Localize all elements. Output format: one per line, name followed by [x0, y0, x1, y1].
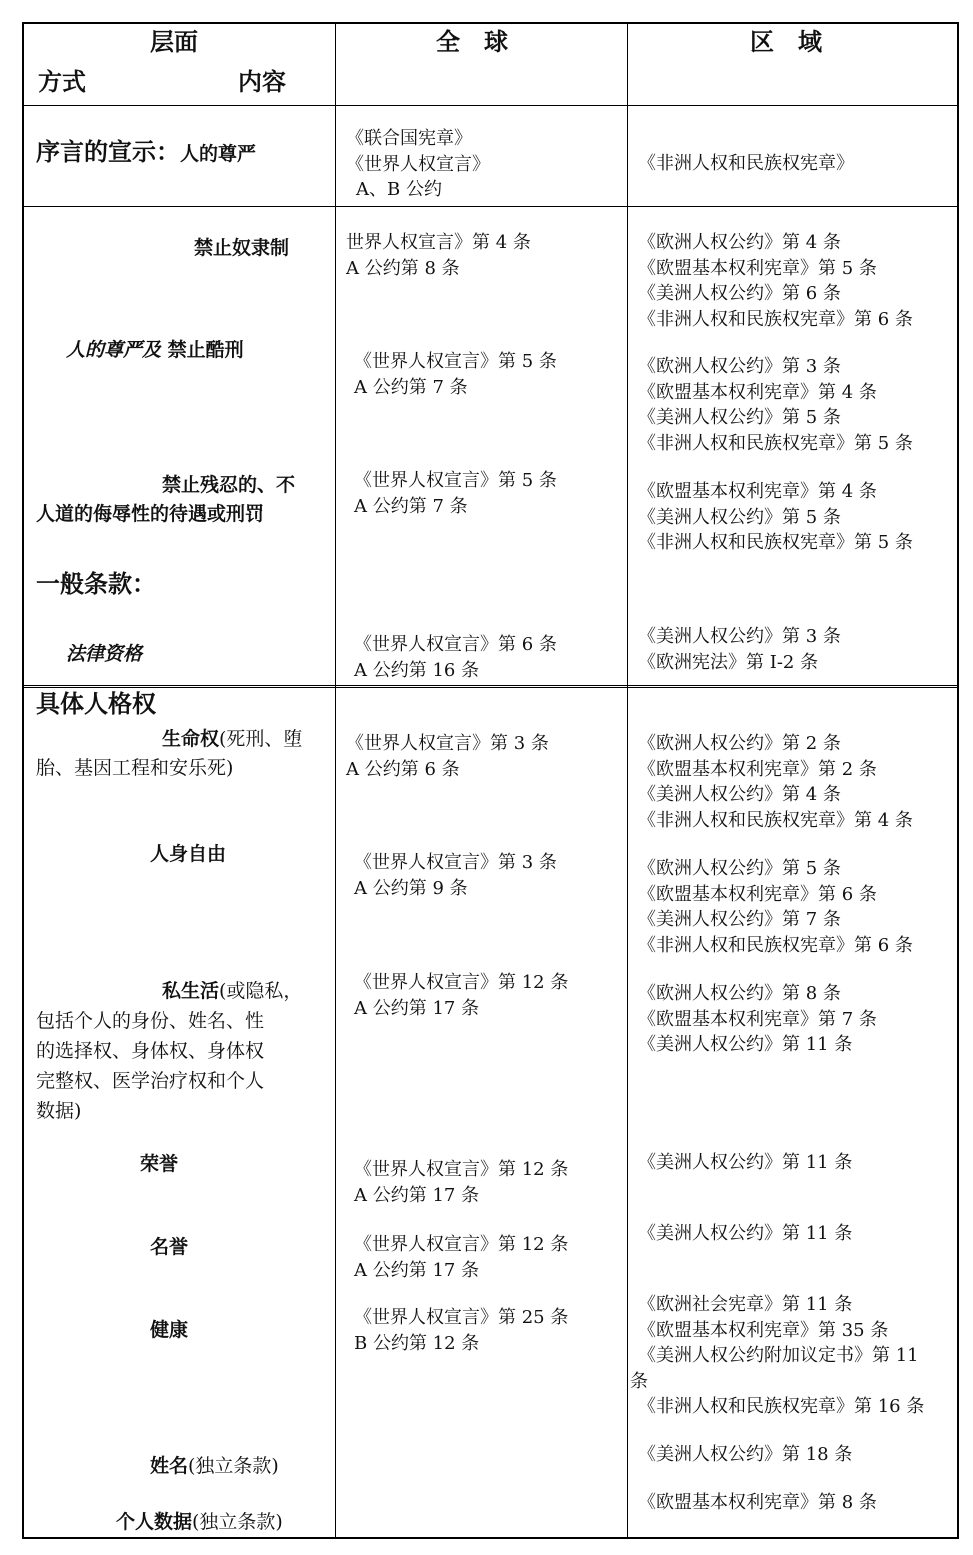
header-regional: 区 域: [750, 28, 822, 56]
reputation-regional: 《美洲人权公约》第 11 条: [638, 1223, 853, 1244]
row-label-general: 一般条款：: [36, 570, 156, 598]
cruel-regional: 《欧盟基本权利宪章》第 4 条 《美洲人权公约》第 5 条 《非洲人权和民族权宪章》第 5 条: [638, 481, 913, 553]
rights-table: [22, 22, 959, 1539]
privacy-regional: 《欧洲人权公约》第 8 条 《欧盟基本权利宪章》第 7 条 《美洲人权公约》第 11 条: [638, 983, 877, 1055]
row-label-honor: 荣誉: [140, 1153, 179, 1175]
liberty-regional: 《欧洲人权公约》第 5 条 《欧盟基本权利宪章》第 6 条 《美洲人权公约》第 7 条 《非洲人权和民族权宪章》第 6 条: [638, 858, 913, 956]
row-label-slavery: 禁止奴隶制: [194, 237, 290, 259]
row-label-reputation: 名誉: [150, 1236, 189, 1258]
row-label-life: 生命权(死刑、堕 胎、基因工程和安乐死): [36, 728, 303, 779]
health-global: 《世界人权宣言》第 25 条 B 公约第 12 条: [354, 1307, 569, 1354]
life-global: 《世界人权宣言》第 3 条 A 公约第 6 条: [346, 733, 549, 780]
row-divider: [24, 206, 957, 207]
section-divider: [24, 685, 957, 688]
preamble-regional: 《非洲人权和民族权宪章》: [638, 153, 854, 174]
liberty-global: 《世界人权宣言》第 3 条 A 公约第 9 条: [354, 852, 557, 899]
slavery-regional: 《欧洲人权公约》第 4 条 《欧盟基本权利宪章》第 5 条 《美洲人权公约》第 6 条 《非洲人权和民族权宪章》第 6 条: [638, 232, 913, 330]
header-content-label: 内容: [238, 68, 286, 96]
personal-data-regional: 《欧盟基本权利宪章》第 8 条: [638, 1492, 877, 1513]
row-label-preamble: 序言的宣示：人的尊严: [36, 138, 257, 166]
honor-regional: 《美洲人权公约》第 11 条: [638, 1152, 853, 1173]
row-label-personal-data: 个人数据(独立条款): [116, 1511, 283, 1533]
torture-regional: 《欧洲人权公约》第 3 条 《欧盟基本权利宪章》第 4 条 《美洲人权公约》第 5 条 《非洲人权和民族权宪章》第 5 条: [638, 356, 913, 454]
slavery-global: 世界人权宣言》第 4 条 A 公约第 8 条: [346, 232, 531, 279]
name-regional: 《美洲人权公约》第 18 条: [638, 1444, 853, 1465]
column-divider: [627, 24, 628, 1537]
legal-capacity-global: 《世界人权宣言》第 6 条 A 公约第 16 条: [354, 634, 557, 681]
row-label-personality: 具体人格权: [36, 690, 156, 718]
header-global: 全 球: [436, 28, 508, 56]
honor-global: 《世界人权宣言》第 12 条 A 公约第 17 条: [354, 1159, 569, 1206]
legal-capacity-regional: 《美洲人权公约》第 3 条 《欧洲宪法》第 I-2 条: [638, 626, 841, 673]
torture-global: 《世界人权宣言》第 5 条 A 公约第 7 条: [354, 351, 557, 398]
row-label-cruel: 禁止残忍的、不 人道的侮辱性的待遇或刑罚: [36, 474, 296, 525]
row-label-torture: 人的尊严及 禁止酷刑: [66, 339, 244, 361]
row-label-name: 姓名(独立条款): [150, 1455, 279, 1477]
cruel-global: 《世界人权宣言》第 5 条 A 公约第 7 条: [354, 470, 557, 517]
privacy-global: 《世界人权宣言》第 12 条 A 公约第 17 条: [354, 972, 569, 1019]
column-divider: [335, 24, 336, 1537]
life-regional: 《欧洲人权公约》第 2 条 《欧盟基本权利宪章》第 2 条 《美洲人权公约》第 4 条 《非洲人权和民族权宪章》第 4 条: [638, 733, 913, 831]
health-regional: 《欧洲社会宪章》第 11 条 《欧盟基本权利宪章》第 35 条 《美洲人权公约附加议定书》第 11 条 《非洲人权和民族权宪章》第 16 条: [630, 1294, 925, 1417]
preamble-global: 《联合国宪章》 《世界人权宣言》 A、B 公约: [346, 128, 490, 200]
row-label-health: 健康: [150, 1319, 189, 1341]
row-label-privacy: 私生活(或隐私， 包括个人的身份、姓名、性 的选择权、身体权、身体权 完整权、医学治疗权和个人 数据): [36, 980, 303, 1122]
header-method-label: 方式: [38, 68, 86, 96]
reputation-global: 《世界人权宣言》第 12 条 A 公约第 17 条: [354, 1234, 569, 1281]
row-label-legal-capacity: 法律资格: [66, 643, 143, 665]
row-label-liberty: 人身自由: [150, 843, 227, 865]
header-layer-label: 层面: [150, 28, 198, 56]
header-divider: [24, 105, 957, 106]
